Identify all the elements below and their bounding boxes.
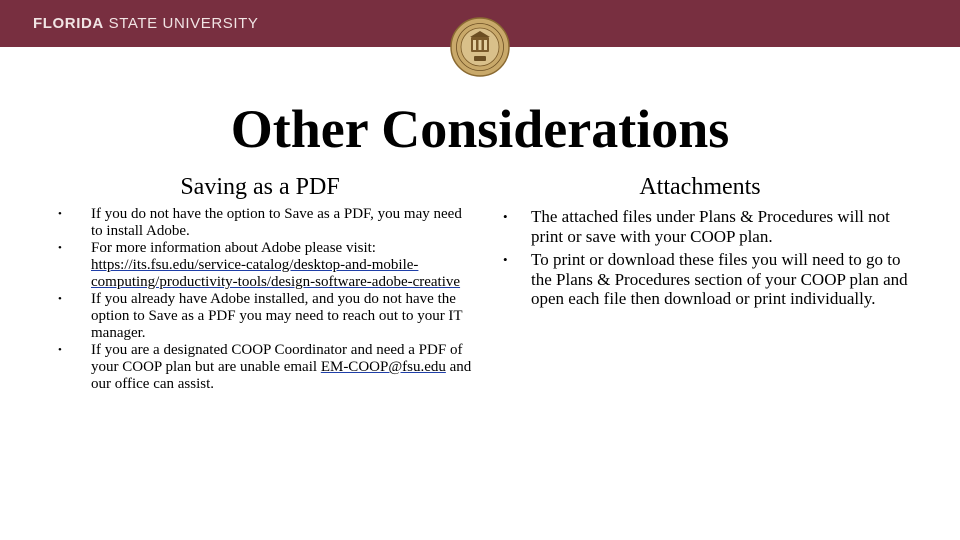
university-wordmark: FLORIDA STATE UNIVERSITY (33, 15, 259, 32)
list-item: • For more information about Adobe please visit: https://its.fsu.edu/service-catalog/desktop-and-mobile-computing/productivity-tools/design-software-adobe-creative (58, 240, 461, 290)
list-item: • If you are a designated COOP Coordinator and need a PDF of your COOP plan but are unable email EM-COOP@fsu.edu and our office can assist. (58, 342, 472, 392)
right-column-heading: Attachments (639, 174, 761, 200)
list-item: • If you do not have the option to Save as a PDF, you may need to install Adobe. (58, 206, 462, 239)
bullet-icon: • (503, 252, 508, 267)
bullet-icon: • (58, 344, 62, 356)
list-item: • To print or download these files you will need to go to the Plans & Procedures section of your COOP plan and open each file then download or print individually. (503, 250, 908, 308)
fsu-seal-icon (450, 17, 510, 77)
left-column-heading: Saving as a PDF (180, 174, 340, 200)
bullet-icon: • (503, 209, 508, 224)
left-bullet-list (52, 206, 474, 393)
right-bullet-list (492, 207, 912, 313)
em-coop-email-link[interactable]: EM-COOP@fsu.edu (320, 359, 446, 375)
bullet-icon: • (58, 208, 62, 220)
list-item: • If you already have Adobe installed, and you do not have the option to Save as a PDF you may need to reach out to your IT manager. (58, 291, 463, 341)
bullet-icon: • (58, 242, 62, 254)
adobe-info-link[interactable]: https://its.fsu.edu/service-catalog/desktop-and-mobile-computing/productivity-tools/design-software-adobe-creative (91, 257, 461, 290)
list-item: • The attached files under Plans & Procedures will not print or save with your COOP plan. (503, 207, 890, 246)
slide-title: Other Considerations (230, 99, 730, 159)
bullet-icon: • (58, 293, 62, 305)
